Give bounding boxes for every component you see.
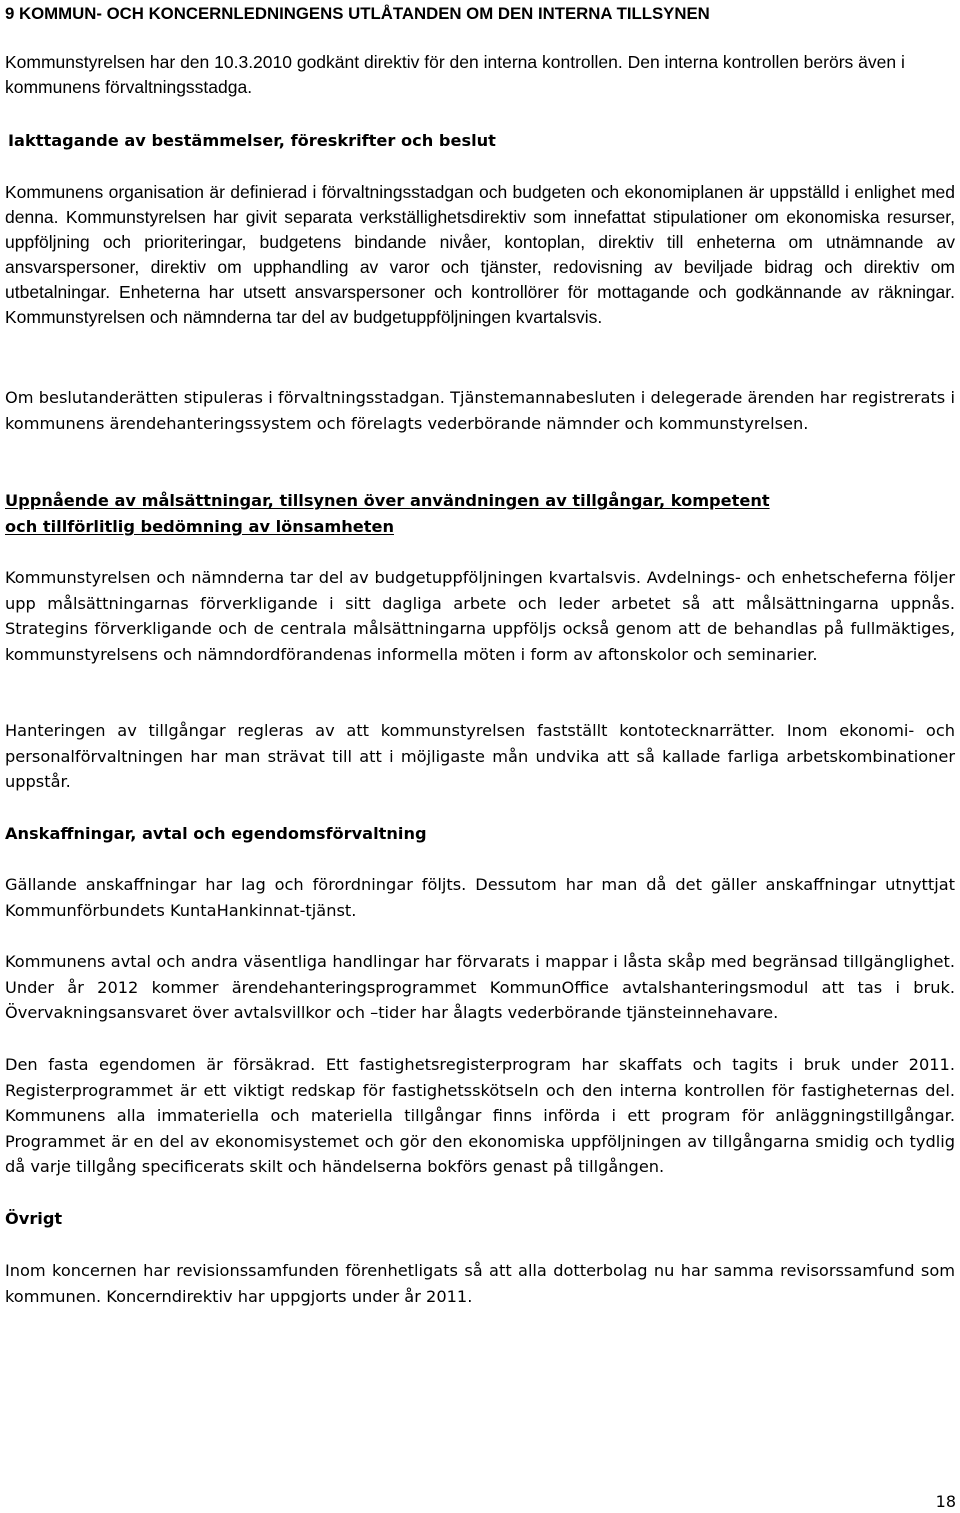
iakttagande-paragraph-1: Kommunens organisation är definierad i förvaltningsstadgan och budgeten och ekonomiplanen är uppställd i enlighet med denna. Kommunstyrelsen har givit separata verkställighetsdirektiv som innefattat stipulationer om ekonomiska resurser, uppföljning och prioriteringar, budgetens bindande nivåer, kontoplan, direktiv till enheterna om utnämnande av ansvarspersoner, direktiv om upphandling av varor och tjänster, redovisning av beviljade bidrag och direktiv om utbetalningar. Enheterna har utsett ansvarspersoner och kontrollörer för mottagande och godkännande av räkningar. Kommunstyrelsen och nämnderna tar del av budgetuppföljningen kvartalsvis. [5, 182, 955, 327]
heading-maluppfyllelse: Uppnående av målsättningar, tillsynen över användningen av tillgångar, kompetent och tillförlitlig bedömning av lönsamheten [5, 491, 770, 536]
heading-iakttagande: Iakttagande av bestämmelser, föreskrifter och beslut [8, 131, 496, 150]
section-title: 9 KOMMUN- OCH KONCERNLEDNINGENS UTLÅTANDEN OM DEN INTERNA TILLSYNEN [5, 4, 710, 23]
page-number: 18 [935, 1492, 956, 1511]
heading-ovrigt: Övrigt [5, 1209, 63, 1228]
intro-paragraph: Kommunstyrelsen har den 10.3.2010 godkänt direktiv för den interna kontrollen. Den interna kontrollen berörs även i kommunens förvaltningsstadga. [5, 52, 905, 97]
heading-anskaffningar: Anskaffningar, avtal och egendomsförvaltning [5, 824, 427, 843]
ovrigt-paragraph-1: Inom koncernen har revisionssamfunden förenhetligats så att alla dotterbolag nu har samma revisorssamfund som kommunen. Koncerndirektiv har uppgjorts under år 2011. [5, 1261, 955, 1306]
maluppfyllelse-paragraph-2: Hanteringen av tillgångar regleras av att kommunstyrelsen fastställt kontotecknarrätter. Inom ekonomi- och personalförvaltningen har man strävat till att i möjligaste mån undvika att så kallade farliga arbetskombinationer uppstår. [5, 721, 955, 792]
anskaffningar-paragraph-1: Gällande anskaffningar har lag och förordningar följts. Dessutom har man då det gäller anskaffningar utnyttjat Kommunförbundets KuntaHankinnat-tjänst. [5, 875, 955, 920]
anskaffningar-paragraph-2: Kommunens avtal och andra väsentliga handlingar har förvarats i mappar i låsta skåp med begränsad tillgänglighet. Under år 2012 kommer ärendehanteringsprogrammet KommunOffice avtalshanteringsmodul att tas i bruk. Övervakningsansvaret över avtalsvillkor och –tider har ålagts vederbörande tjänsteinnehavare. [5, 952, 955, 1023]
iakttagande-paragraph-2: Om beslutanderätten stipuleras i förvaltningsstadgan. Tjänstemannabesluten i delegerade ärenden har registrerats i kommunens ärendehanteringssystem och förelagts vederbörande nämnder och kommunstyrelsen. [5, 388, 955, 433]
anskaffningar-paragraph-3: Den fasta egendomen är försäkrad. Ett fastighetsregisterprogram har skaffats och tagits i bruk under 2011. Registerprogrammet är ett viktigt redskap för fastighetsskötseln och den interna kontrollen för fastigheternas del. Kommunens alla immateriella och materiella tillgångar finns införda i ett program för anläggningstillgångar. Programmet är en del av ekonomisystemet och gör den ekonomiska uppföljningen av tillgångarna smidig och tydlig då varje tillgång specificerats skilt och händelserna bokförs genast på tillgången. [5, 1055, 955, 1177]
maluppfyllelse-paragraph-1: Kommunstyrelsen och nämnderna tar del av budgetuppföljningen kvartalsvis. Avdelnings- och enhetscheferna följer upp målsättningarnas förverkligande i sitt dagliga arbete och leder arbetet så att målsättningarna uppnås. Strategins förverkligande och de centrala målsättningarna uppföljs också genom att de behandlas på fullmäktiges, kommunstyrelsens och nämndordförandenas informella möten i form av aftonskolor och seminarier. [5, 568, 955, 664]
